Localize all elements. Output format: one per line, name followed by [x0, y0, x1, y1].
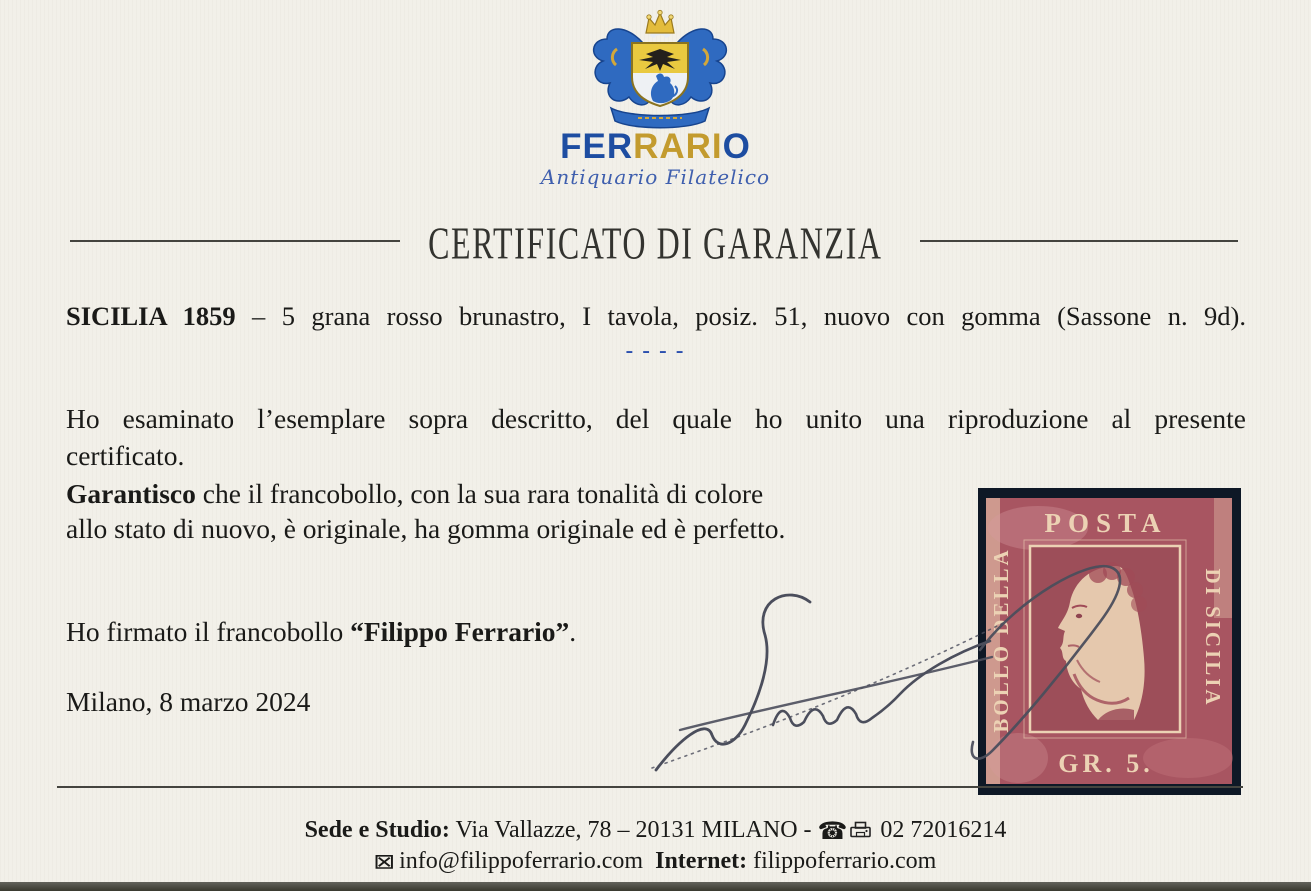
expert-name: “Filippo Ferrario” [350, 616, 570, 647]
stamp-description-line: SICILIA 1859 – 5 grana rosso brunastro, I tavola, posiz. 51, nuovo con gomma (Sassone n. 9d). [66, 301, 1247, 331]
separator-dashes: – – – – [625, 342, 686, 360]
brand-seg-fer: FER [560, 127, 634, 166]
scan-edge-band [0, 882, 1311, 891]
stamp-label-bottom: GR. 5. [1058, 749, 1154, 778]
footer-phone-number: 02 72016214 [880, 817, 1007, 843]
phone-icon: ☎ [817, 817, 848, 845]
stamp-label-top: POSTA [1044, 508, 1168, 538]
examined-paragraph-line2: certificato. [66, 440, 185, 471]
signature-humps-stroke [773, 641, 990, 726]
footer-website: filippoferrario.com [753, 848, 937, 874]
footer-address-line: Sede e Studio: Via Vallazze, 78 – 20131 MILANO - ☎ 02 72016214 [304, 817, 1007, 845]
ferrario-crest-logo [583, 8, 737, 130]
signature-cross-stroke [680, 657, 992, 730]
guarantee-lead: Garantisco [66, 478, 196, 509]
guarantee-paragraph-line2: allo stato di nuovo, è originale, ha gomma originale ed è perfetto. [66, 513, 786, 544]
signature-loop-stroke [656, 595, 810, 770]
brand-tagline: Antiquario Filatelico [540, 165, 771, 189]
page-title: CERTIFICATO DI GARANZIA [428, 217, 883, 269]
title-rule-right [920, 240, 1238, 242]
brand-seg-o: O [722, 127, 751, 166]
fax-icon [850, 821, 871, 839]
place-and-date: Milano, 8 marzo 2024 [66, 686, 311, 717]
signed-statement-line: Ho firmato il francobollo “Filippo Ferrario”. [66, 616, 577, 647]
footer-address-label: Sede e Studio: [304, 817, 450, 843]
stamp-description-lead: SICILIA 1859 [66, 301, 236, 331]
brand-seg-rari: RARI [633, 127, 723, 166]
envelope-icon: ⊠ [372, 849, 395, 874]
guarantee-paragraph-line1: Garantisco che il francobollo, con la sua rara tonalità di colore [66, 478, 764, 509]
stamp-label-right: DI SICILIA [1201, 568, 1225, 708]
footer-email: info@filippoferrario.com [399, 848, 644, 874]
footer-internet-label: Internet: [655, 848, 748, 874]
brand-wordmark [0, 127, 1311, 167]
stamp-image [978, 488, 1241, 795]
footer-rule [57, 786, 1243, 788]
stamp-label-left: BOLLO DELLA [989, 547, 1013, 733]
examined-paragraph-line1: Ho esaminato l’esemplare sopra descritto, del quale ho unito una riproduzione al presente [66, 403, 1246, 434]
signature-dotted-stroke [652, 622, 1005, 768]
footer-contact-line [0, 848, 1311, 875]
